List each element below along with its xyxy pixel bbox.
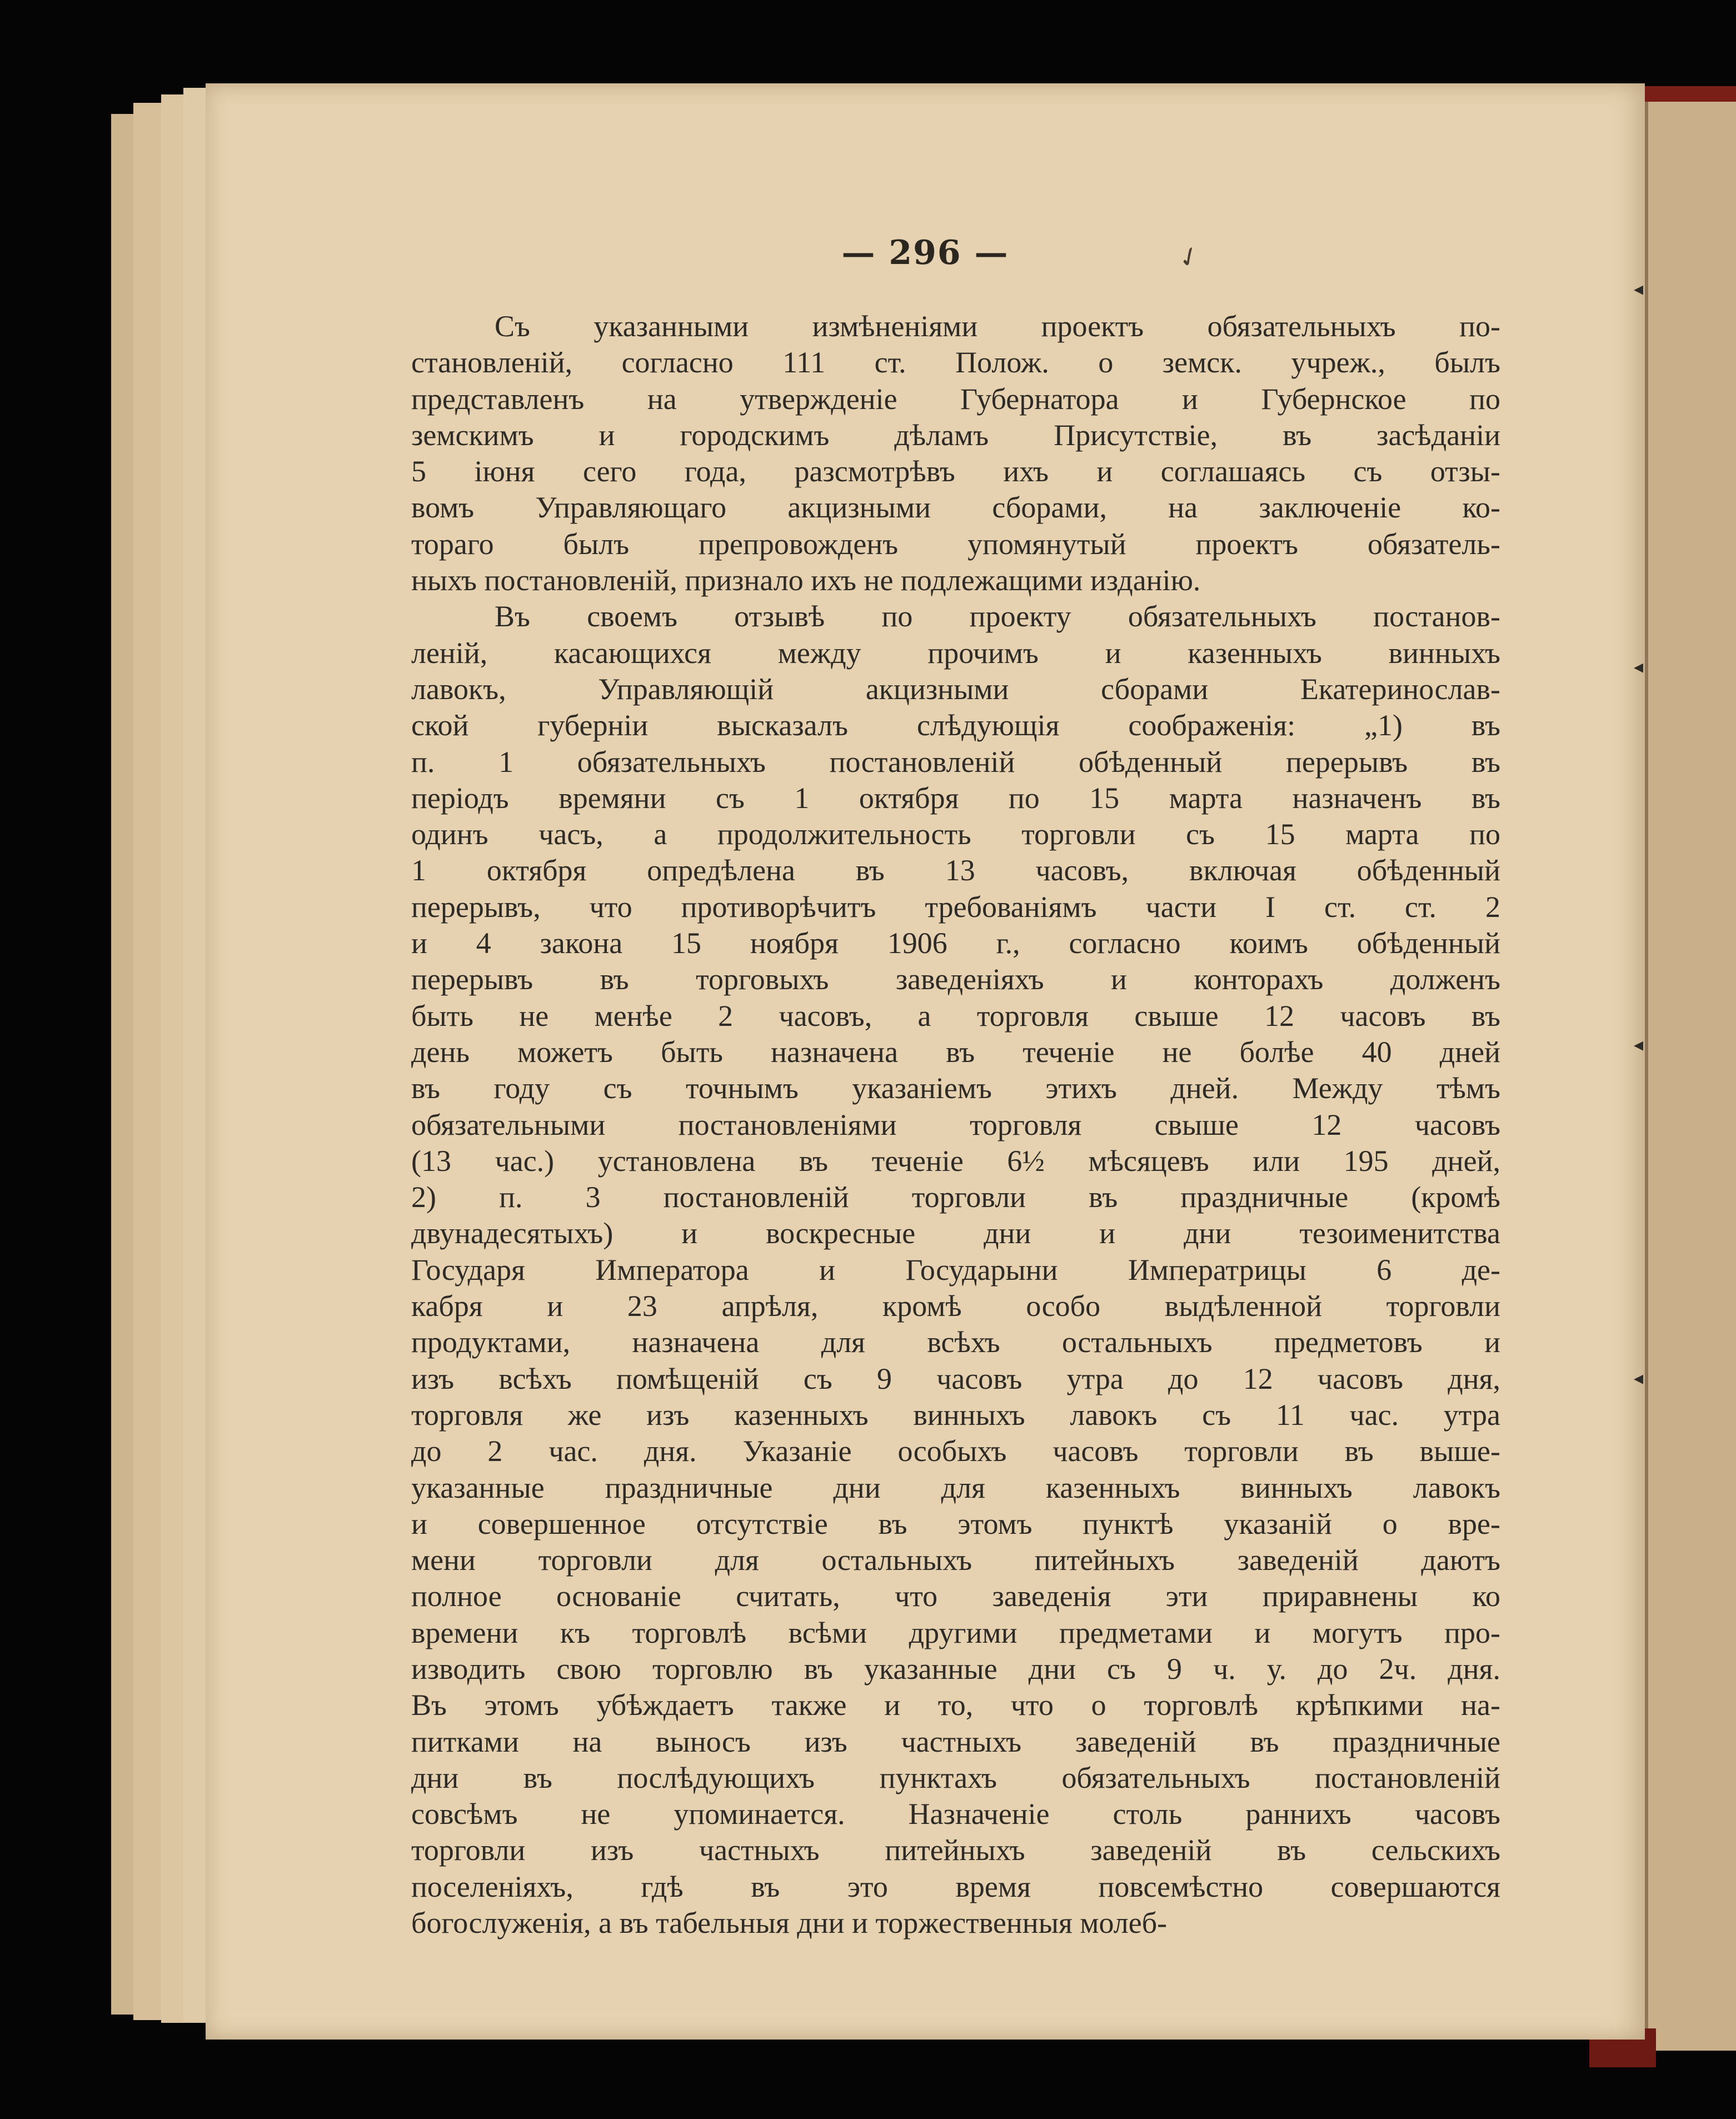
text-line: Государя Императора и Государыни Императрицы 6 де- (411, 1253, 1500, 1287)
text-line: тораго былъ препровожденъ упомянутый проектъ обязатель- (411, 527, 1500, 561)
text-line: двунадесятыхъ) и воскресные дни и дни тезоименитства (411, 1216, 1500, 1250)
text-line: 1 октября опредѣлена въ 13 часовъ, включая обѣденный (411, 854, 1500, 888)
text-line: (13 час.) установлена въ теченіе 6½ мѣсяцевъ или 195 дней, (411, 1144, 1500, 1178)
bookmark-tab-icon: ◂ (1634, 656, 1644, 678)
text-line: торговля же изъ казенныхъ винныхъ лавокъ съ 11 час. утра (411, 1398, 1500, 1432)
bookmark-tab-icon: ◂ (1634, 1034, 1644, 1056)
body-text (411, 308, 1500, 1941)
text-line: и 4 закона 15 ноября 1906 г., согласно коимъ обѣденный (411, 926, 1500, 960)
text-line: періодъ времяни съ 1 октября по 15 марта назначенъ въ (411, 781, 1500, 815)
text-line: день можетъ быть назначена въ теченіе не болѣе 40 дней (411, 1035, 1500, 1069)
text-line: перерывъ въ торговыхъ заведеніяхъ и конторахъ долженъ (411, 963, 1500, 996)
text-line: питками на выносъ изъ частныхъ заведеній въ праздничные (411, 1724, 1500, 1758)
text-line: представленъ на утвержденіе Губернатора и Губернское по (411, 382, 1500, 416)
text-line: лавокъ, Управляющій акцизными сборами Екатеринослав- (411, 672, 1500, 706)
text-line: становленій, согласно 111 ст. Полож. о земск. учреж., былъ (411, 346, 1500, 380)
text-line: времени къ торговлѣ всѣми другими предметами и могутъ про- (411, 1616, 1500, 1649)
text-line: перерывъ, что противорѣчитъ требованіямъ части I ст. ст. 2 (411, 890, 1500, 924)
text-line: до 2 час. дня. Указаніе особыхъ часовъ торговли въ выше- (411, 1434, 1500, 1468)
text-line: п. 1 обязательныхъ постановленій обѣденный перерывъ въ (411, 745, 1500, 779)
text-line: ныхъ постановленій, признало ихъ не подлежащими изданію. (411, 564, 1201, 597)
bookmark-tab-icon: ◂ (1634, 1367, 1644, 1389)
text-line: одинъ часъ, а продолжительность торговли съ 15 марта по (411, 817, 1500, 851)
text-line: и совершенное отсутствіе въ этомъ пунктѣ указаній о вре- (411, 1507, 1500, 1540)
text-line: поселеніяхъ, гдѣ въ это время повсемѣстно совершаются (411, 1869, 1500, 1903)
text-line: мени торговли для остальныхъ питейныхъ заведеній даютъ (411, 1543, 1500, 1577)
text-line: богослуженія, а въ табельныя дни и торжественныя молеб- (411, 1906, 1168, 1940)
text-line: земскимъ и городскимъ дѣламъ Присутствіе, въ засѣданіи (411, 418, 1500, 452)
text-line: Въ своемъ отзывѣ по проекту обязательныхъ постанов- (495, 600, 1500, 634)
facing-page-edge (1645, 89, 1736, 2051)
text-line: леній, касающихся между прочимъ и казенныхъ винныхъ (411, 636, 1500, 670)
text-line: 2) п. 3 постановленій торговли въ праздничные (кромѣ (411, 1180, 1500, 1214)
page-number: — 296 — (841, 233, 1009, 272)
text-line: Въ этомъ убѣждаетъ также и то, что о торговлѣ крѣпкими на- (411, 1688, 1500, 1722)
text-line: 5 іюня сего года, разсмотрѣвъ ихъ и соглашаясь съ отзы- (411, 455, 1500, 488)
bookmark-tab-icon: ◂ (1634, 278, 1644, 300)
text-line: изъ всѣхъ помѣщеній съ 9 часовъ утра до 12 часовъ дня, (411, 1362, 1500, 1395)
text-line: дни въ послѣдующихъ пунктахъ обязательныхъ постановленій (411, 1761, 1500, 1794)
text-line: торговли изъ частныхъ питейныхъ заведеній въ сельскихъ (411, 1833, 1500, 1867)
text-line: продуктами, назначена для всѣхъ остальныхъ предметовъ и (411, 1325, 1500, 1359)
text-line: совсѣмъ не упоминается. Назначеніе столь раннихъ часовъ (411, 1797, 1500, 1831)
text-line: указанные праздничные дни для казенныхъ винныхъ лавокъ (411, 1470, 1500, 1504)
text-line: вомъ Управляющаго акцизными сборами, на заключеніе ко- (411, 491, 1500, 525)
text-line: въ году съ точнымъ указаніемъ этихъ дней. Между тѣмъ (411, 1071, 1500, 1105)
text-line: обязательными постановленіями торговля свыше 12 часовъ (411, 1108, 1500, 1141)
text-line: полное основаніе считать, что заведенія эти приравнены ко (411, 1579, 1500, 1613)
ink-mark-icon: ✓ (1173, 238, 1206, 276)
text-line: кабря и 23 апрѣля, кромѣ особо выдѣленной торговли (411, 1289, 1500, 1323)
text-line: Съ указанными измѣненіями проектъ обязательныхъ по- (495, 310, 1500, 343)
binding-strip (1645, 86, 1736, 102)
text-line: изводить свою торговлю въ указанные дни съ 9 ч. у. до 2ч. дня. (411, 1652, 1500, 1686)
text-line: быть не менѣе 2 часовъ, а торговля свыше 12 часовъ въ (411, 999, 1500, 1033)
text-line: ской губерніи высказалъ слѣдующія соображенія: „1) въ (411, 709, 1500, 742)
book-page (206, 83, 1645, 2040)
